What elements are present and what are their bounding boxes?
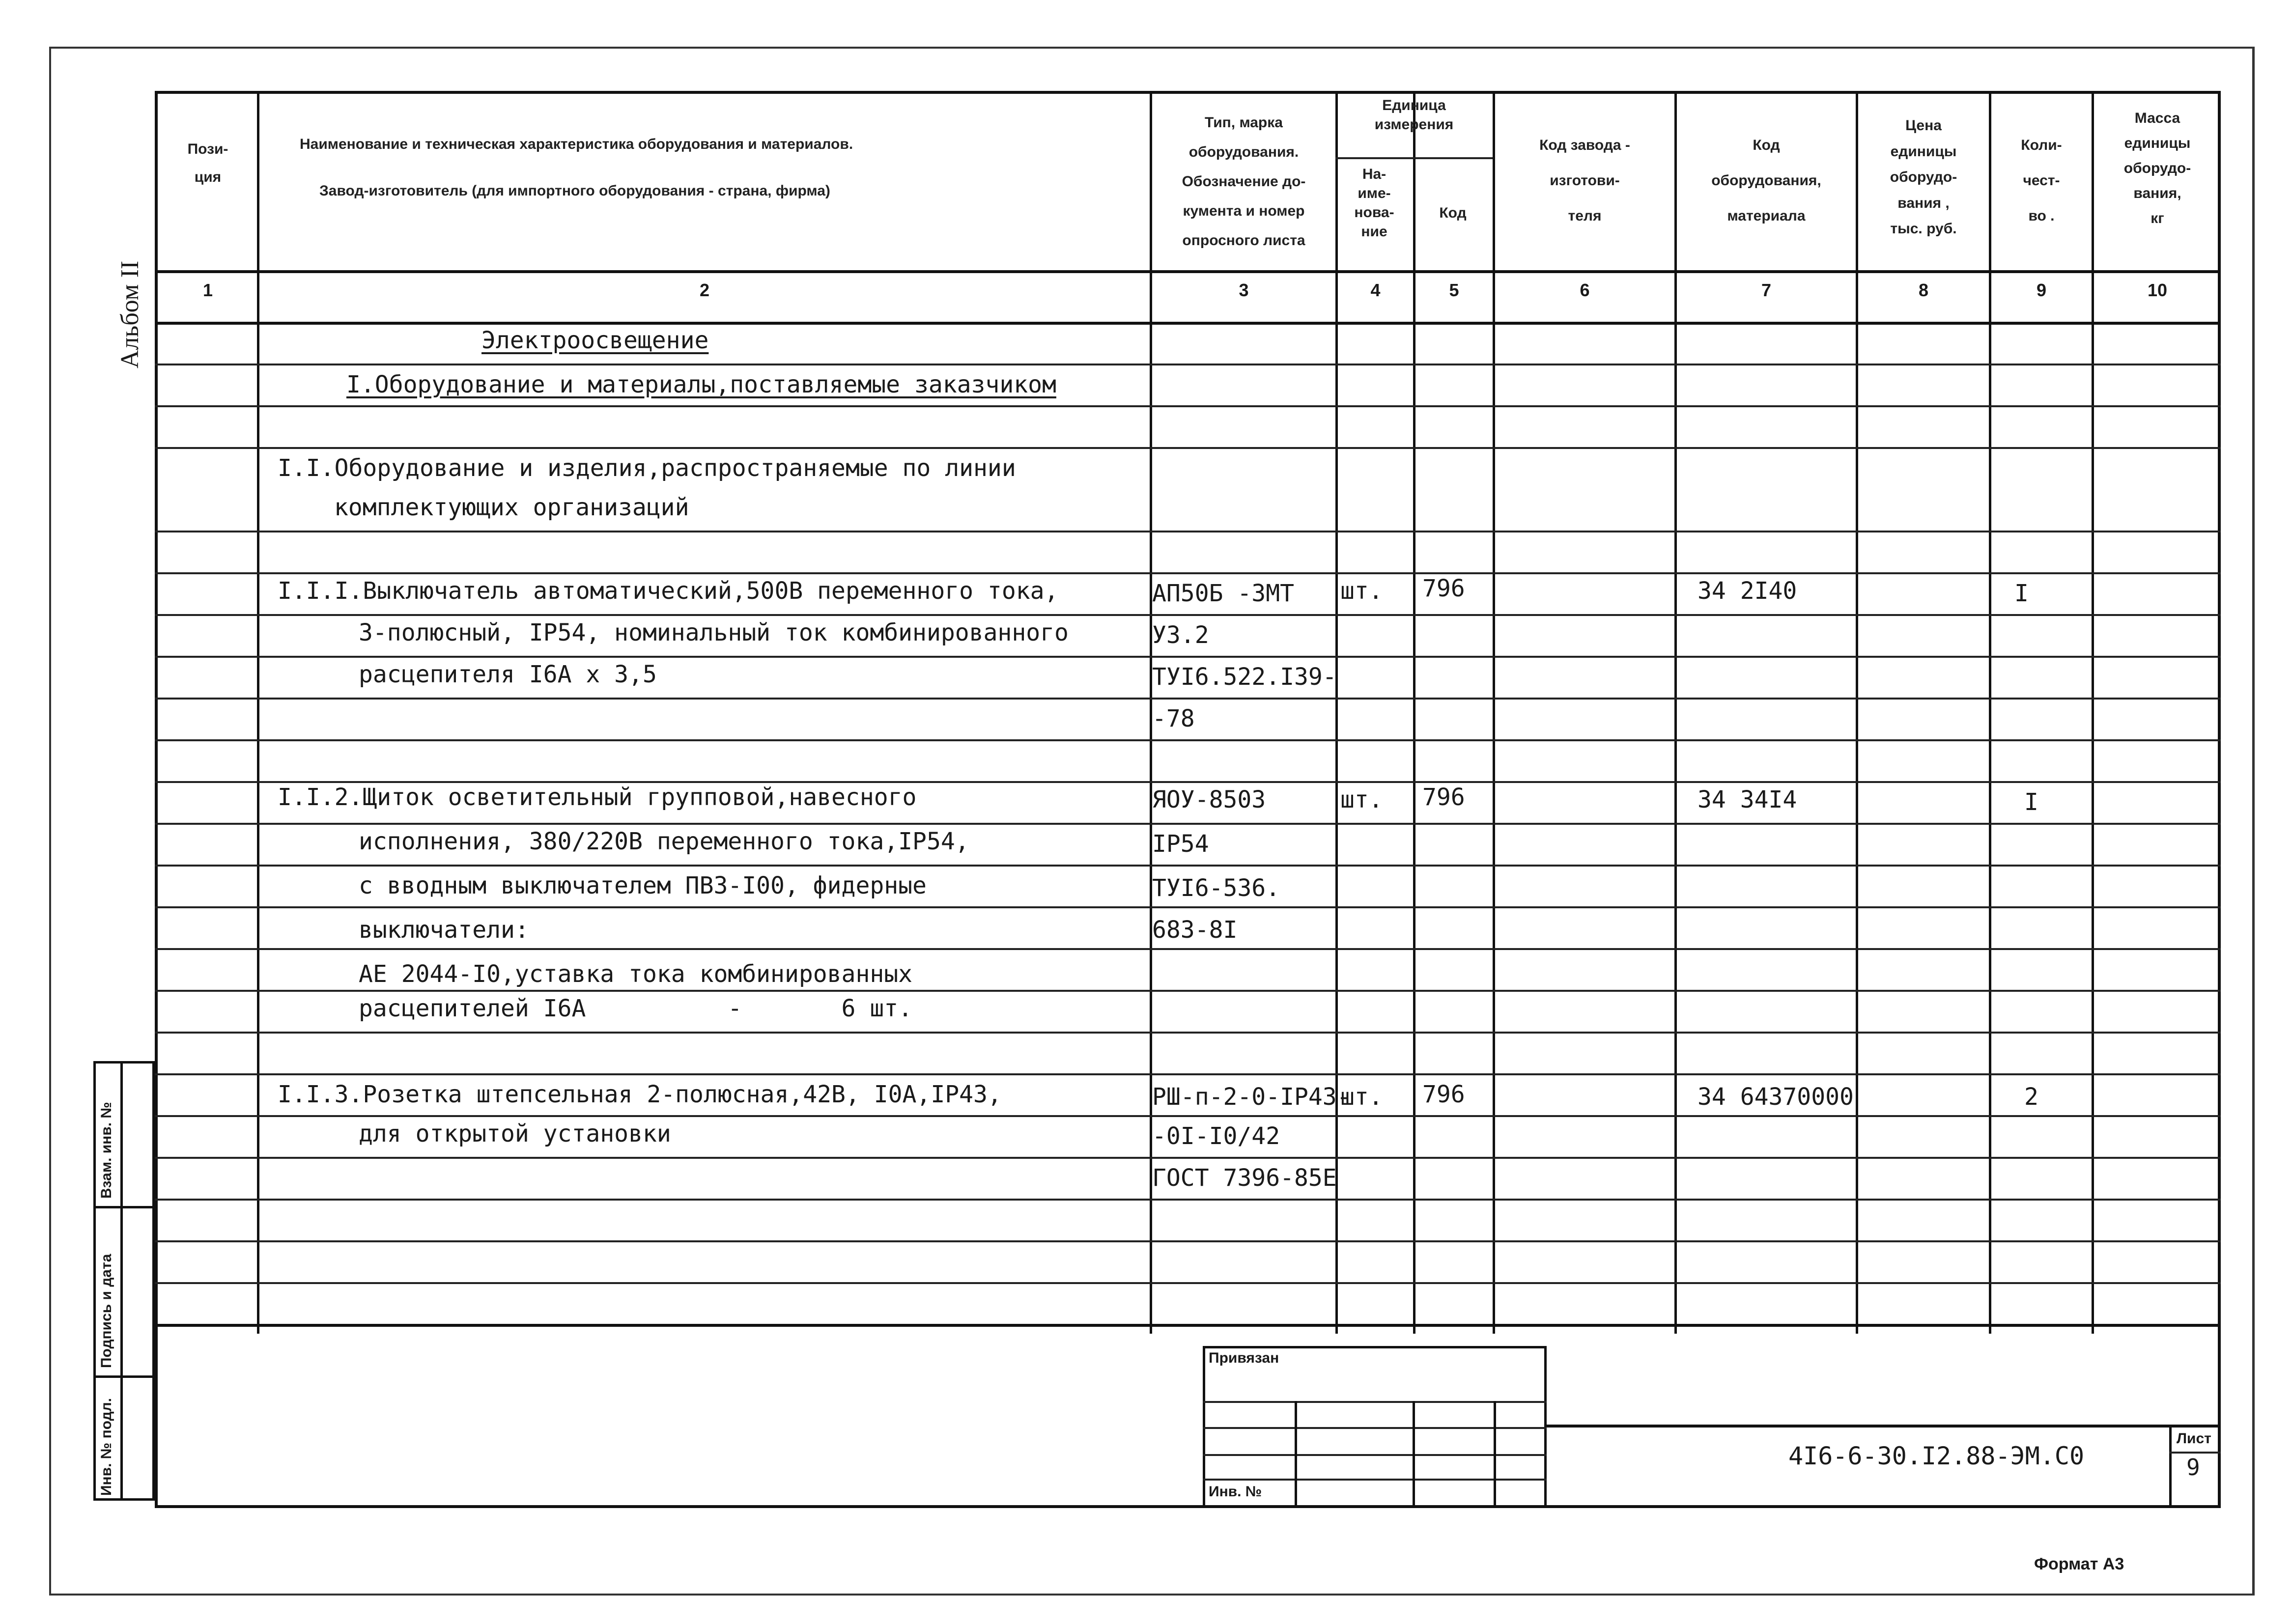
item3-name: I.I.3.Розетка штепсельная 2-полюсная,42В, I0А,IP43, [278, 1081, 1002, 1108]
col-number: 9 [2036, 280, 2047, 300]
item1-unit-code: 796 [1422, 575, 1465, 602]
item1-name: 3-полюсный, IP54, номинальный ток комбинированного [359, 619, 1069, 646]
col-divider [1989, 91, 1991, 1334]
item3-type: РШ-п-2-0-IP43- [1152, 1083, 1351, 1111]
header-name-line2: Завод-изготовитель (для импортного оборудования - страна, фирма) [319, 183, 830, 199]
col-number: 8 [1918, 280, 1929, 300]
side-stamp-signature-date: Подпись и дата [98, 1254, 114, 1368]
item2-type: 683-8I [1152, 916, 1238, 944]
row-line [155, 405, 2221, 407]
side-stamp-divider [120, 1061, 123, 1501]
side-stamp-line [93, 1206, 155, 1208]
col-number: 6 [1580, 280, 1590, 300]
item1-type: -78 [1152, 705, 1195, 732]
row-line [155, 656, 2221, 658]
sheet-label: Лист [2177, 1430, 2211, 1447]
item1-type: ТУI6.522.I39- [1152, 663, 1337, 691]
item2-unit: шт. [1340, 786, 1383, 813]
item2-type: ТУI6-536. [1152, 874, 1280, 902]
item3-type: -0I-I0/42 [1152, 1122, 1280, 1150]
binding-label: Привязан [1209, 1350, 1279, 1366]
item2-name: с вводным выключателем ПВ3-I00, фидерные [359, 872, 927, 899]
col-divider [257, 91, 259, 1334]
header-bottom-line [155, 270, 2221, 273]
row-line [155, 1199, 2221, 1201]
row-line [155, 990, 2221, 992]
inventory-label: Инв. № [1209, 1484, 1262, 1500]
header-type: Тип, марка оборудования. Обозначение до- кумента и номер опросного листа [1182, 114, 1306, 249]
side-stamp-line [93, 1375, 155, 1378]
row-line [155, 364, 2221, 365]
row-line [155, 614, 2221, 616]
unit-subheader-line [1335, 157, 1493, 159]
col-divider [1856, 91, 1858, 1334]
sheet-box-line [2169, 1452, 2221, 1454]
item1-unit: шт. [1340, 577, 1383, 605]
row-line [155, 698, 2221, 700]
item3-unit-code: 796 [1422, 1081, 1465, 1108]
item2-name: исполнения, 380/220В переменного тока,IP54, [359, 828, 969, 855]
item3-equipment-code: 34 64370000 [1698, 1083, 1854, 1111]
item1-type: У3.2 [1152, 621, 1209, 649]
binding-divider [1494, 1401, 1496, 1508]
col-number: 10 [2147, 280, 2168, 300]
col-divider [1493, 91, 1495, 1334]
row-line [155, 1115, 2221, 1117]
col-number: 5 [1449, 280, 1459, 300]
item2-name: I.I.2.Щиток осветительный групповой,навесного [278, 784, 917, 811]
item1-name: расцепителя I6А x 3,5 [359, 661, 657, 688]
subsection-line1: I.I.Оборудование и изделия,распространяемые по линии [278, 454, 1016, 482]
col-number-bottom-line [155, 322, 2221, 325]
item1-equipment-code: 34 2I40 [1698, 577, 1797, 605]
table-bottom-line [155, 1324, 2221, 1327]
row-line [155, 447, 2221, 449]
col-number: 1 [202, 280, 213, 300]
header-equipment-code: Код оборудования, материала [1711, 137, 1821, 224]
header-mass: Масса единицы оборудо- вания, кг [2123, 110, 2191, 226]
subsection-line2: комплектующих организаций [334, 494, 689, 521]
item2-quantity: I [2024, 788, 2038, 816]
item1-quantity: I [2014, 580, 2029, 607]
col-number: 4 [1370, 280, 1381, 300]
binding-divider [1295, 1401, 1297, 1508]
row-line [155, 1032, 2221, 1034]
item2-type: ЯОУ-8503 [1152, 786, 1266, 813]
header-name-line1: Наименование и техническая характеристика оборудования и материалов. [300, 136, 853, 152]
binding-divider [1413, 1401, 1415, 1508]
row-line [155, 781, 2221, 783]
document-code: 4I6-6-30.I2.88-ЭМ.С0 [1788, 1442, 2085, 1470]
row-line [155, 823, 2221, 825]
row-line [155, 1073, 2221, 1075]
col-divider [1674, 91, 1677, 1334]
header-quantity: Коли- чест- во . [2021, 137, 2062, 224]
item1-type: АП50Б -3МТ [1152, 580, 1294, 607]
side-stamp-replace-inv: Взам. инв. № [98, 1102, 114, 1199]
item3-unit: шт. [1340, 1083, 1383, 1111]
row-line [155, 906, 2221, 908]
row-line [155, 865, 2221, 867]
row-line [155, 948, 2221, 950]
col-number: 3 [1239, 280, 1249, 300]
row-line [155, 1282, 2221, 1284]
section-title: Электроосвещение [481, 327, 709, 354]
title-line [1547, 1425, 2221, 1428]
sheet-number: 9 [2186, 1454, 2200, 1481]
header-price: Цена единицы оборудо- вания , тыс. руб. [1890, 117, 1957, 237]
item2-unit-code: 796 [1422, 784, 1465, 811]
row-line [155, 531, 2221, 532]
header-position: Пози- ция [187, 141, 228, 185]
header-unit: Единица измерения [1374, 97, 1454, 133]
item3-name: для открытой установки [359, 1120, 671, 1148]
row-line [155, 1157, 2221, 1159]
header-unit-name: На- име- нова- ние [1354, 166, 1394, 240]
item3-type: ГОСТ 7396-85Е [1152, 1164, 1337, 1192]
format-label: Формат А3 [2034, 1555, 2124, 1573]
item2-name: выключатели: [359, 916, 529, 944]
col-divider [2092, 91, 2094, 1334]
row-line [155, 1240, 2221, 1242]
side-stamp-original-inv: Инв. № подл. [98, 1398, 114, 1496]
col-number: 2 [699, 280, 710, 300]
col-divider [1413, 91, 1415, 1334]
row-line [155, 572, 2221, 574]
header-unit-code: Код [1439, 205, 1467, 221]
album-label: Альбом II [116, 260, 144, 368]
section-subtitle: I.Оборудование и материалы,поставляемые заказчиком [346, 371, 1056, 398]
item2-name: АЕ 2044-I0,уставка тока комбинированных [359, 960, 913, 988]
item1-name: I.I.I.Выключатель автоматический,500В переменного тока, [278, 577, 1059, 605]
item2-equipment-code: 34 34I4 [1698, 786, 1797, 813]
item3-quantity: 2 [2024, 1083, 2038, 1111]
item2-type: IP54 [1152, 830, 1209, 858]
col-divider [1335, 91, 1338, 1334]
col-number: 7 [1761, 280, 1772, 300]
item2-name: расцепителей I6А - 6 шт. [359, 995, 913, 1022]
header-factory-code: Код завода - изготови- теля [1539, 137, 1630, 224]
row-line [155, 739, 2221, 741]
